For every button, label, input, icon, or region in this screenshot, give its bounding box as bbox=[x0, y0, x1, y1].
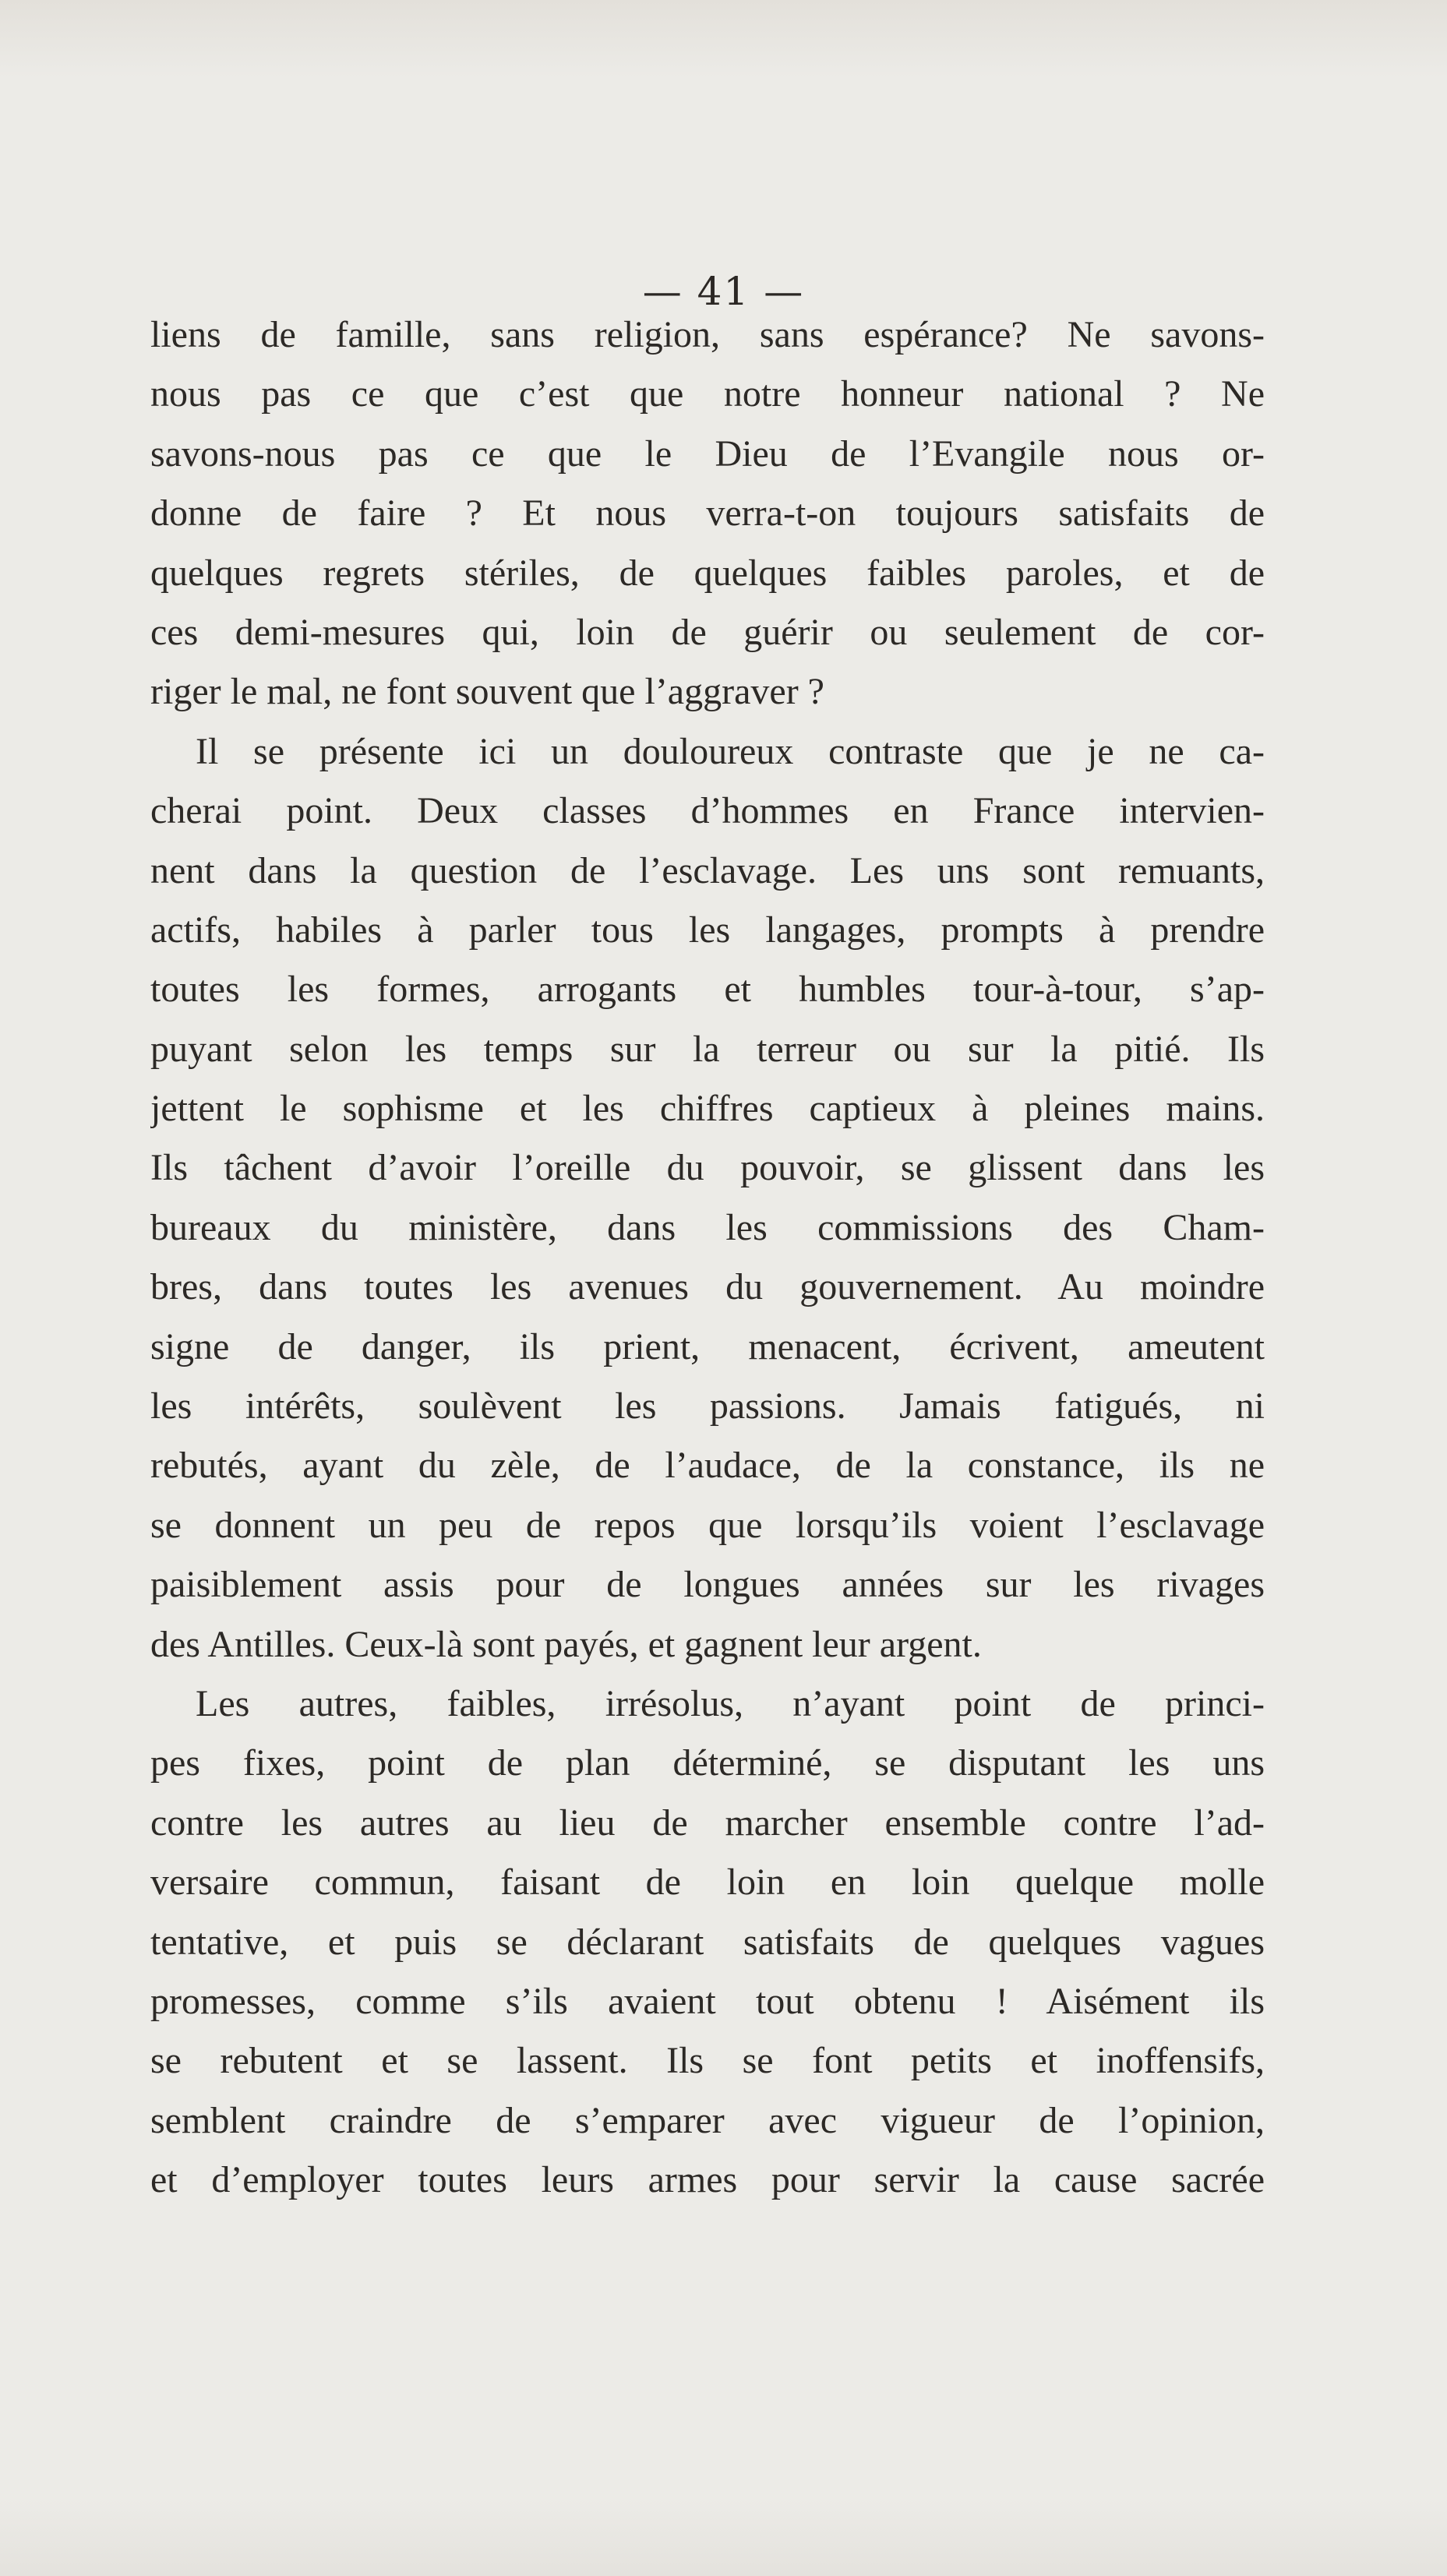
text-line: paisiblement assis pour de longues années sur les rivages bbox=[150, 1564, 1265, 1606]
text-line: ces demi-mesures qui, loin de guérir ou seulement de cor- bbox=[150, 611, 1265, 653]
text-line: quelques regrets stériles, de quelques faibles paroles, et de bbox=[150, 552, 1265, 594]
text-line: cherai point. Deux classes d’hommes en France intervien- bbox=[150, 790, 1265, 832]
text-line: liens de famille, sans religion, sans espérance? Ne savons- bbox=[150, 314, 1265, 355]
text-line: versaire commun, faisant de loin en loin quelque molle bbox=[150, 1861, 1265, 1904]
text-line: se donnent un peu de repos que lorsqu’ils voient l’esclavage bbox=[150, 1504, 1265, 1546]
text-line: des Antilles. Ceux-là sont payés, et gagnent leur argent. bbox=[150, 1623, 982, 1665]
text-line: Les autres, faibles, irrésolus, n’ayant point de princi- bbox=[196, 1682, 1265, 1724]
text-line: riger le mal, ne font souvent que l’aggraver ? bbox=[150, 671, 824, 713]
page-number: — 41 — bbox=[642, 269, 805, 314]
text-line: et d’employer toutes leurs armes pour servir la cause sacrée bbox=[150, 2159, 1265, 2201]
text-line: les intérêts, soulèvent les passions. Jamais fatigués, ni bbox=[150, 1385, 1265, 1427]
text-line: puyant selon les temps sur la terreur ou sur la pitié. Ils bbox=[150, 1028, 1265, 1070]
text-line: tentative, et puis se déclarant satisfaits de quelques vagues bbox=[150, 1921, 1265, 1963]
text-line: toutes les formes, arrogants et humbles tour-à-tour, s’ap- bbox=[150, 969, 1265, 1011]
text-line: contre les autres au lieu de marcher ensemble contre l’ad- bbox=[150, 1801, 1265, 1844]
text-line: bres, dans toutes les avenues du gouvernement. Au moindre bbox=[150, 1266, 1265, 1308]
text-line: Ils tâchent d’avoir l’oreille du pouvoir, se glissent dans les bbox=[150, 1147, 1265, 1189]
body-text bbox=[150, 305, 1265, 2211]
text-line: pes fixes, point de plan déterminé, se disputant les uns bbox=[150, 1742, 1265, 1784]
text-line: Il se présente ici un douloureux contraste que je ne ca- bbox=[196, 730, 1265, 772]
text-line: actifs, habiles à parler tous les langages, prompts à prendre bbox=[150, 909, 1265, 951]
text-line: signe de danger, ils prient, menacent, écrivent, ameutent bbox=[150, 1325, 1265, 1367]
text-line: nent dans la question de l’esclavage. Les uns sont remuants, bbox=[150, 849, 1265, 891]
text-line: bureaux du ministère, dans les commissions des Cham- bbox=[150, 1206, 1265, 1248]
text-line: se rebutent et se lassent. Ils se font petits et inoffensifs, bbox=[150, 2040, 1265, 2082]
text-line: jettent le sophisme et les chiffres captieux à pleines mains. bbox=[150, 1088, 1265, 1130]
text-line: promesses, comme s’ils avaient tout obtenu ! Aisément ils bbox=[150, 1980, 1265, 2022]
text-line: donne de faire ? Et nous verra-t-on toujours satisfaits de bbox=[150, 492, 1265, 535]
text-line: semblent craindre de s’emparer avec vigueur de l’opinion, bbox=[150, 2099, 1265, 2141]
text-line: savons-nous pas ce que le Dieu de l’Evangile nous or- bbox=[150, 432, 1265, 475]
text-line: nous pas ce que c’est que notre honneur national ? Ne bbox=[150, 373, 1265, 415]
text-line: rebutés, ayant du zèle, de l’audace, de la constance, ils ne bbox=[150, 1445, 1265, 1487]
